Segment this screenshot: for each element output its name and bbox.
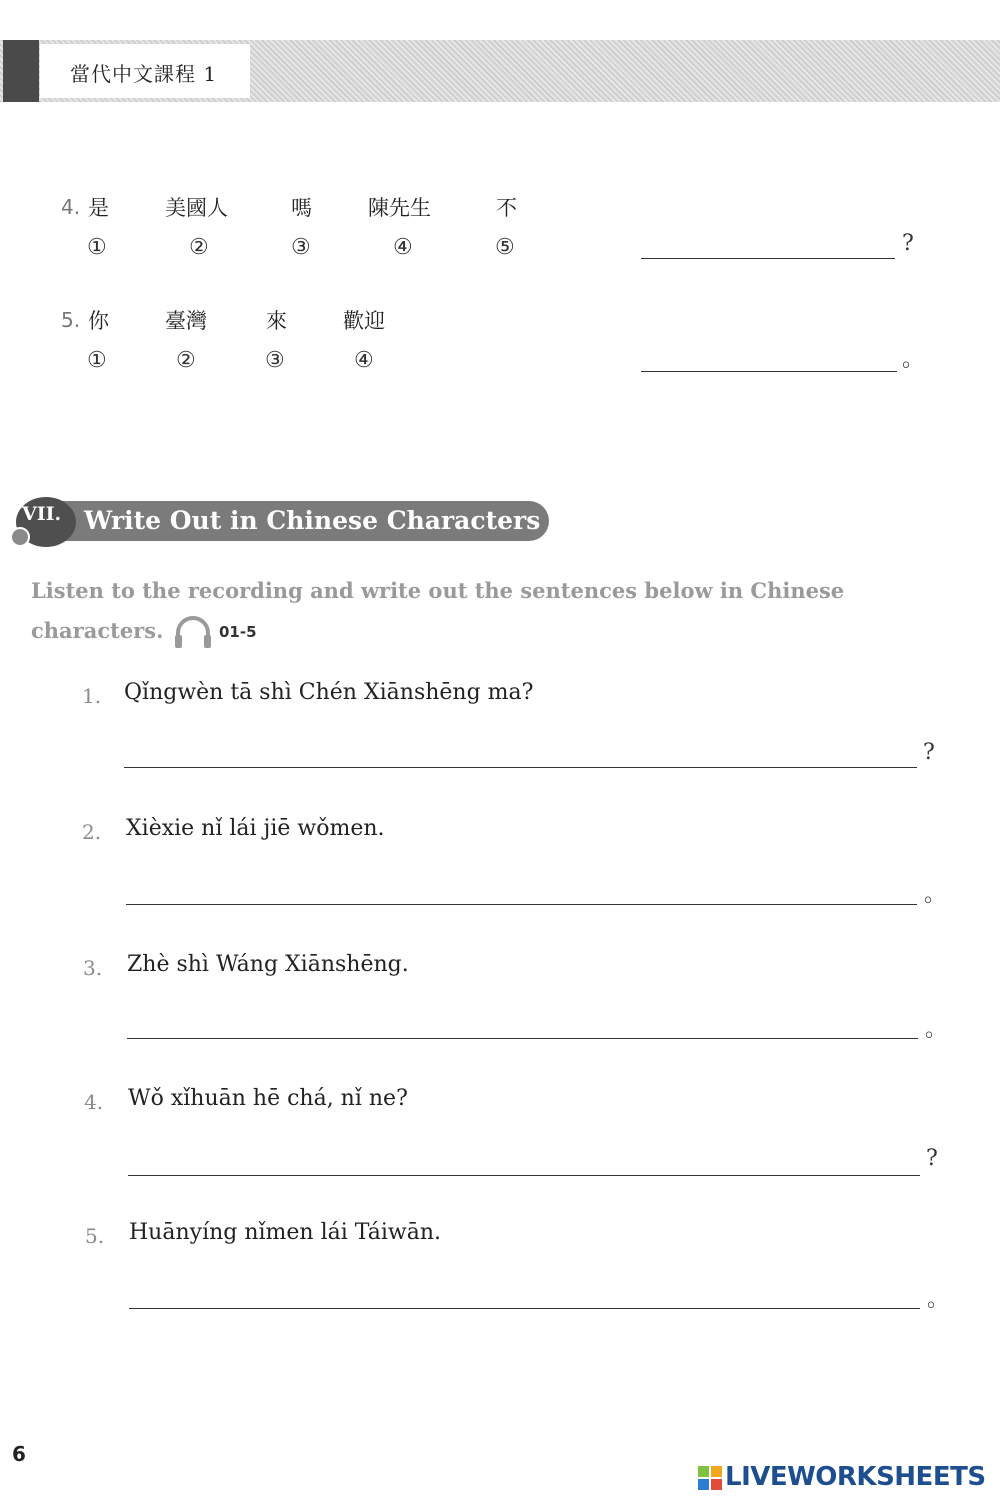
question-4	[0, 1082, 1000, 1192]
question-2	[0, 812, 1000, 922]
header-tab-marker	[3, 40, 39, 102]
answer-blank[interactable]	[126, 904, 917, 905]
answer-blank[interactable]	[641, 258, 895, 259]
pinyin-prompt: Qǐngwèn tā shì Chén Xiānshēng ma?	[124, 680, 534, 705]
word-3: 來	[266, 309, 287, 333]
item-number: 4.	[61, 195, 81, 219]
section-number: VII.	[22, 503, 62, 525]
marker-4: ④	[354, 348, 374, 373]
marker-3: ③	[265, 348, 285, 373]
marker-1: ①	[87, 235, 107, 260]
end-punctuation: ?	[902, 231, 914, 256]
marker-5: ⑤	[495, 235, 515, 260]
question-number: 2.	[82, 820, 102, 844]
instruction-line-1: Listen to the recording and write out the sentences below in Chinese	[31, 578, 845, 603]
liveworksheets-logo-icon	[698, 1466, 722, 1490]
word-1: 是	[88, 196, 109, 220]
word-4: 陳先生	[368, 196, 431, 220]
item-number: 5.	[61, 308, 81, 332]
question-number: 5.	[85, 1224, 105, 1248]
answer-blank[interactable]	[641, 371, 897, 372]
answer-blank[interactable]	[127, 1038, 918, 1039]
reorder-item-5	[0, 298, 1000, 388]
word-2: 臺灣	[165, 309, 207, 333]
word-3: 嗎	[291, 196, 312, 220]
answer-blank[interactable]	[128, 1175, 920, 1176]
reorder-item-4	[0, 185, 1000, 275]
marker-3: ③	[291, 235, 311, 260]
end-punctuation: 。	[925, 1017, 948, 1042]
question-5	[0, 1216, 1000, 1326]
page-header	[0, 40, 1000, 102]
end-punctuation: 。	[927, 1287, 950, 1312]
audio-track-code: 01-5	[219, 623, 257, 641]
word-4: 歡迎	[343, 309, 385, 333]
pinyin-prompt: Xièxie nǐ lái jiē wǒmen.	[126, 816, 385, 841]
end-punctuation: 。	[924, 882, 947, 907]
word-2: 美國人	[165, 196, 228, 220]
section-title: Write Out in Chinese Characters	[84, 506, 541, 535]
book-title: 當代中文課程 1	[70, 62, 218, 86]
question-number: 3.	[83, 956, 103, 980]
page-number: 6	[12, 1442, 26, 1466]
headphones-icon[interactable]	[172, 613, 214, 651]
section-banner	[16, 497, 541, 547]
marker-4: ④	[393, 235, 413, 260]
question-number: 1.	[82, 684, 102, 708]
pinyin-prompt: Zhè shì Wáng Xiānshēng.	[127, 952, 409, 977]
marker-2: ②	[176, 348, 196, 373]
marker-2: ②	[189, 235, 209, 260]
pinyin-prompt: Huānyíng nǐmen lái Táiwān.	[129, 1220, 442, 1245]
answer-blank[interactable]	[129, 1308, 920, 1309]
marker-1: ①	[87, 348, 107, 373]
answer-blank[interactable]	[124, 767, 917, 768]
instruction-line-2: characters.	[31, 618, 164, 643]
question-3	[0, 948, 1000, 1058]
word-5: 不	[496, 196, 517, 220]
pinyin-prompt: Wǒ xǐhuān hē chá, nǐ ne?	[128, 1086, 408, 1111]
end-punctuation: 。	[902, 347, 925, 372]
banner-dot-icon	[10, 527, 30, 547]
word-1: 你	[88, 309, 109, 333]
question-number: 4.	[84, 1090, 104, 1114]
question-1	[0, 676, 1000, 786]
liveworksheets-logo[interactable]	[698, 1462, 994, 1492]
end-punctuation: ?	[923, 740, 935, 765]
brand-name: LIVEWORKSHEETS	[725, 1462, 986, 1492]
end-punctuation: ?	[926, 1146, 938, 1171]
